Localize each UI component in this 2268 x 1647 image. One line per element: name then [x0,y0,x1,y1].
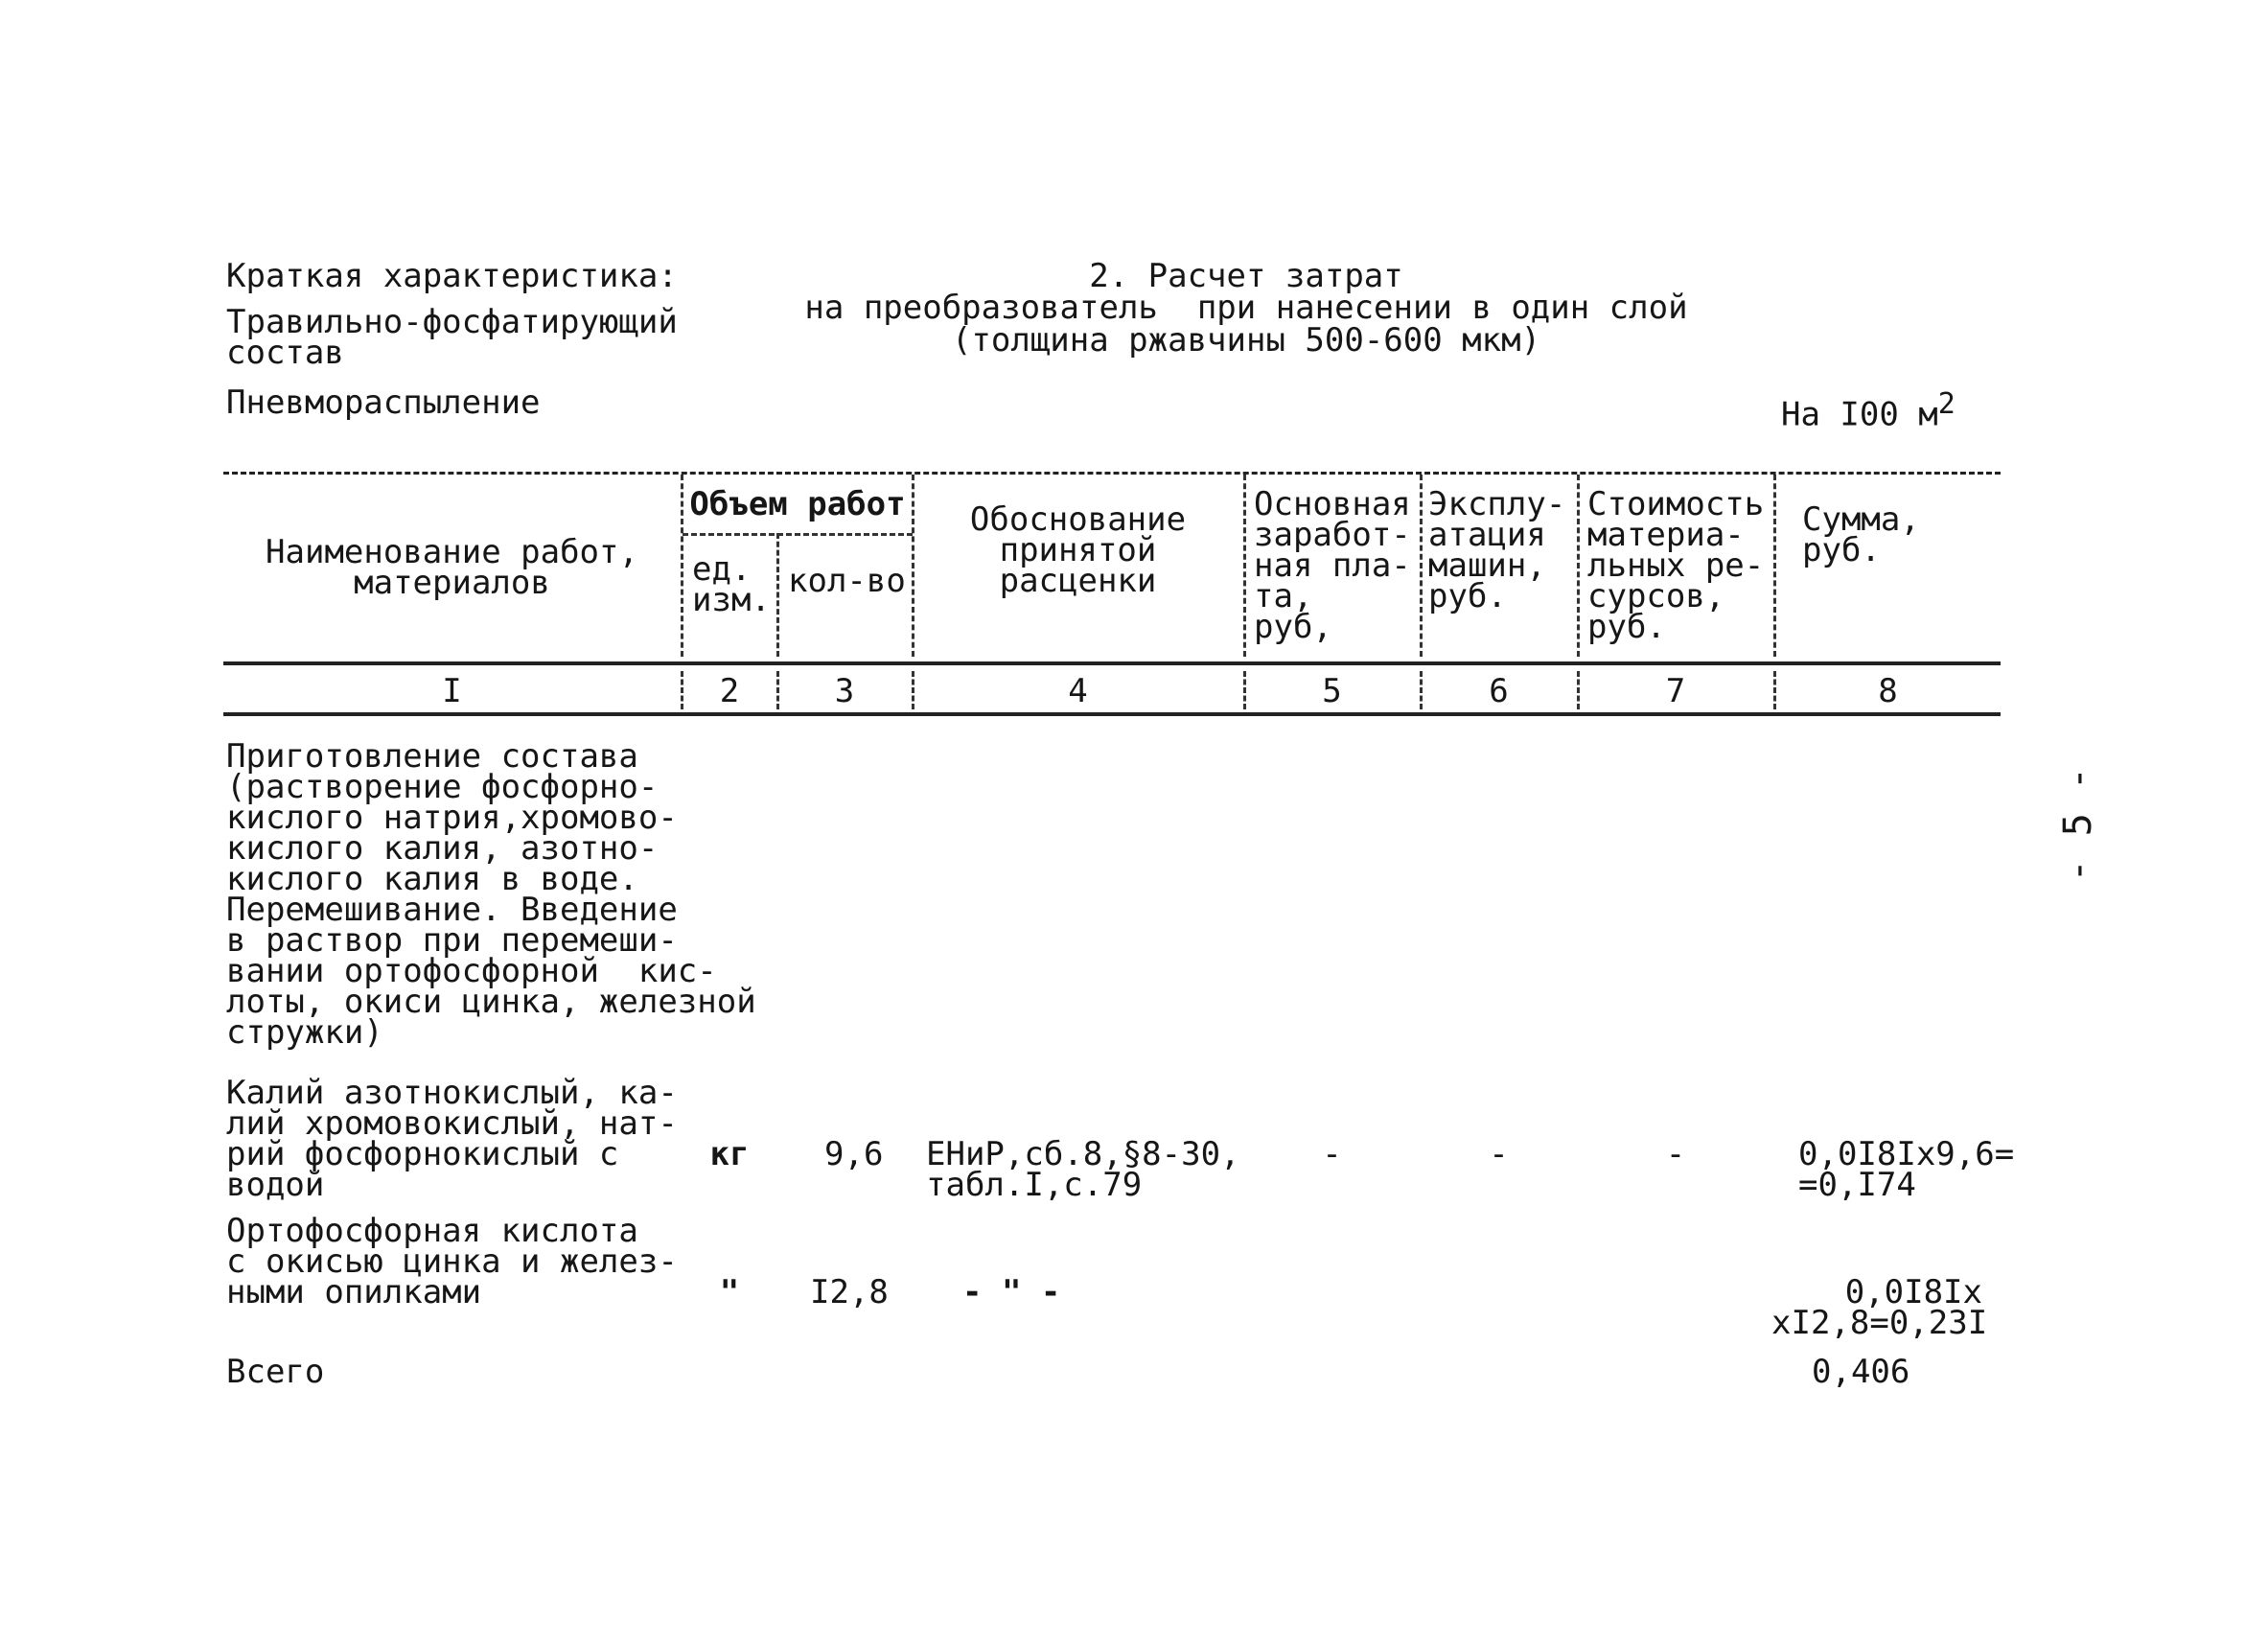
page-number: - 5 - [2056,767,2100,883]
col-sep [1243,671,1246,709]
table-row-3-name: Ортофосфорная кислота с окисью цинка и желез- ными опилками [226,1212,678,1311]
col-header-wages: Основная заработ- ная пла- та, руб, [1254,485,1411,646]
col-sep [776,671,779,709]
col-number-8: 8 [1878,672,1898,710]
col-sep [681,671,683,709]
table-row-2-qty: 9,6 [824,1135,884,1173]
col-sep [1773,671,1776,709]
volume-subheader-rule [683,533,913,536]
col-header-sum: Сумма, руб. [1802,500,1920,569]
document-title: 2. Расчет затрат [1089,257,1403,295]
table-row-1-name: Приготовление состава (растворение фосфорно- кислого натрия,хромово- кислого калия, азотно- кислого калия в воде. Перемешивание. Введение в раствор при перемеши- вании ортофосфорной кис- лоты, окиси цинка, железной стружки) [226,737,756,1052]
col-number-2: 2 [719,672,740,710]
col-sep [1420,671,1423,709]
col-sep [1420,475,1423,657]
table-row-2-basis: ЕНиР,сб.8,§8-30, табл.I,с.79 [926,1135,1240,1204]
table-row-2-materials: - [1665,1135,1686,1173]
col-header-machines: Эксплу- атация машин, руб. [1428,485,1566,615]
table-row-3-basis: - " - [962,1273,1061,1311]
per-unit-label [1781,387,1956,434]
table-row-3-unit: " [719,1273,740,1311]
col-header-materials: Стоимость материа- льных ре- сурсов, руб. [1587,485,1765,646]
col-header-basis: Обоснование принятой расценки [969,500,1187,600]
table-row-2-machines: - [1489,1135,1509,1173]
col-number-5: 5 [1322,672,1342,710]
header-bottom-rule [223,661,2001,665]
table-row-2-sum: 0,0I8Ix9,6= =0,I74 [1798,1135,2015,1204]
composition-name: Травильно-фосфатирующий состав [226,303,678,372]
application-method: Пневмораспыление [226,383,541,422]
per-unit-text: На I00 м [1781,395,1938,434]
col-number-1: I [442,672,462,710]
table-top-rule [223,472,2001,475]
col-number-6: 6 [1489,672,1509,710]
col-number-7: 7 [1665,672,1686,710]
col-header-qty: кол-во [788,562,906,600]
numbers-bottom-rule [223,712,2001,716]
document-subtitle-2: (толщина ржавчины 500-600 мкм) [951,321,1541,360]
characteristic-label: Краткая характеристика: [226,257,678,295]
total-label: Всего [226,1353,325,1391]
col-number-3: 3 [834,672,855,710]
col-header-name: Наименование работ, материалов [266,533,638,602]
col-header-unit: ед. изм. [692,550,771,619]
col-number-4: 4 [1068,672,1088,710]
col-sep [912,671,914,709]
table-row-3-qty: I2,8 [810,1273,889,1311]
col-header-volume: Объем работ [689,485,906,523]
col-sep [1773,475,1776,657]
col-sep [776,533,779,657]
col-sep [1243,475,1246,657]
table-row-2-unit: кг [709,1135,750,1173]
table-row-2-wages: - [1322,1135,1342,1173]
table-row-3-sum: 0,0I8Ix xI2,8=0,23I [1771,1273,1988,1342]
col-sep [1577,671,1580,709]
col-sep [1577,475,1580,657]
document-subtitle-1: на преобразователь при нанесении в один слой [804,289,1688,327]
per-unit-superscript: 2 [1937,387,1956,421]
table-row-2-name: Калий азотнокислый, ка- лий хромовокислый, нат- рий фосфорнокислый с водой [226,1074,678,1204]
total-value: 0,406 [1812,1353,1910,1391]
